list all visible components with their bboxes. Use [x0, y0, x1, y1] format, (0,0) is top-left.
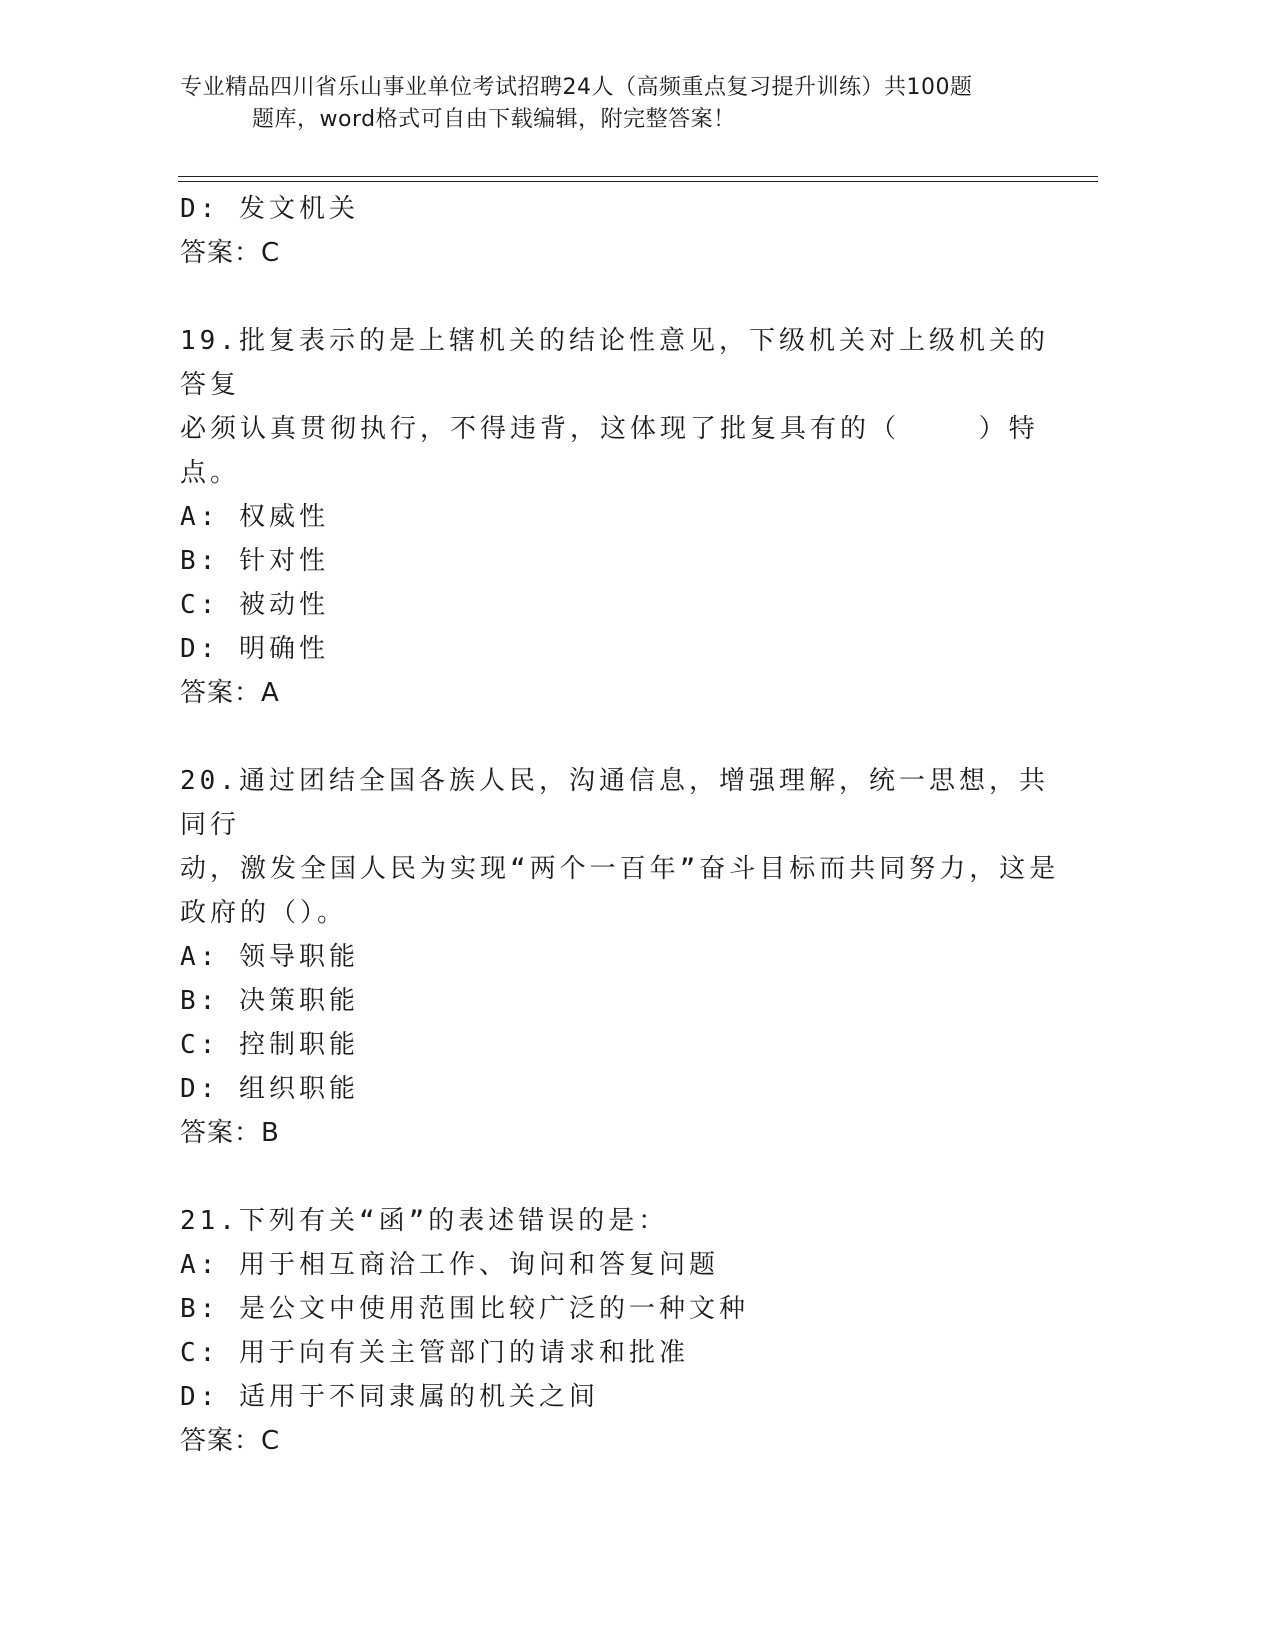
- option-a: A: 权威性: [180, 502, 329, 532]
- document-header: [180, 72, 1080, 136]
- option-a: A: 领导职能: [180, 942, 359, 972]
- option-d: D: 发文机关: [180, 194, 359, 224]
- header-rule-bottom: [178, 181, 1098, 182]
- question-stem: 必须认真贯彻执行，不得违背，这体现了批复具有的（ ）特点。: [180, 414, 1039, 488]
- question-stem: 21.下列有关“函”的表述错误的是：: [180, 1206, 669, 1236]
- option-d: D: 组织职能: [180, 1074, 359, 1104]
- header-rule-top: [178, 176, 1098, 177]
- option-b: B: 针对性: [180, 546, 329, 576]
- option-c: C: 用于向有关主管部门的请求和批准: [180, 1338, 689, 1368]
- question-stem: 政府的（）。: [180, 898, 348, 928]
- option-c: C: 控制职能: [180, 1030, 359, 1060]
- question-20: [180, 759, 1060, 1155]
- question-19: [180, 319, 1060, 715]
- question-stem: 动，激发全国人民为实现“两个一百年”奋斗目标而共同努力，这是: [180, 854, 1060, 884]
- question-21: [180, 1199, 1060, 1463]
- answer-line: 答案：A: [180, 678, 280, 708]
- answer-line: 答案：B: [180, 1118, 280, 1148]
- option-b: B: 是公文中使用范围比较广泛的一种文种: [180, 1294, 749, 1324]
- option-b: B: 决策职能: [180, 986, 359, 1016]
- option-c: C: 被动性: [180, 590, 329, 620]
- answer-line: 答案：C: [180, 238, 281, 268]
- header-title-line1: 专业精品四川省乐山事业单位考试招聘24人（高频重点复习提升训练）共100题: [180, 75, 973, 100]
- option-a: A: 用于相互商洽工作、询问和答复问题: [180, 1250, 719, 1280]
- option-d: D: 适用于不同隶属的机关之间: [180, 1382, 599, 1412]
- header-title-line2: 题库，word格式可自由下载编辑，附完整答案！: [252, 107, 736, 132]
- question-stem: 20.通过团结全国各族人民，沟通信息，增强理解，统一思想，共同行: [180, 766, 1049, 840]
- document-body: [180, 187, 1060, 1463]
- question-stem: 19.批复表示的是上辖机关的结论性意见，下级机关对上级机关的答复: [180, 326, 1049, 400]
- option-d: D: 明确性: [180, 634, 329, 664]
- question-18-tail: [180, 187, 1060, 275]
- answer-line: 答案：C: [180, 1426, 281, 1456]
